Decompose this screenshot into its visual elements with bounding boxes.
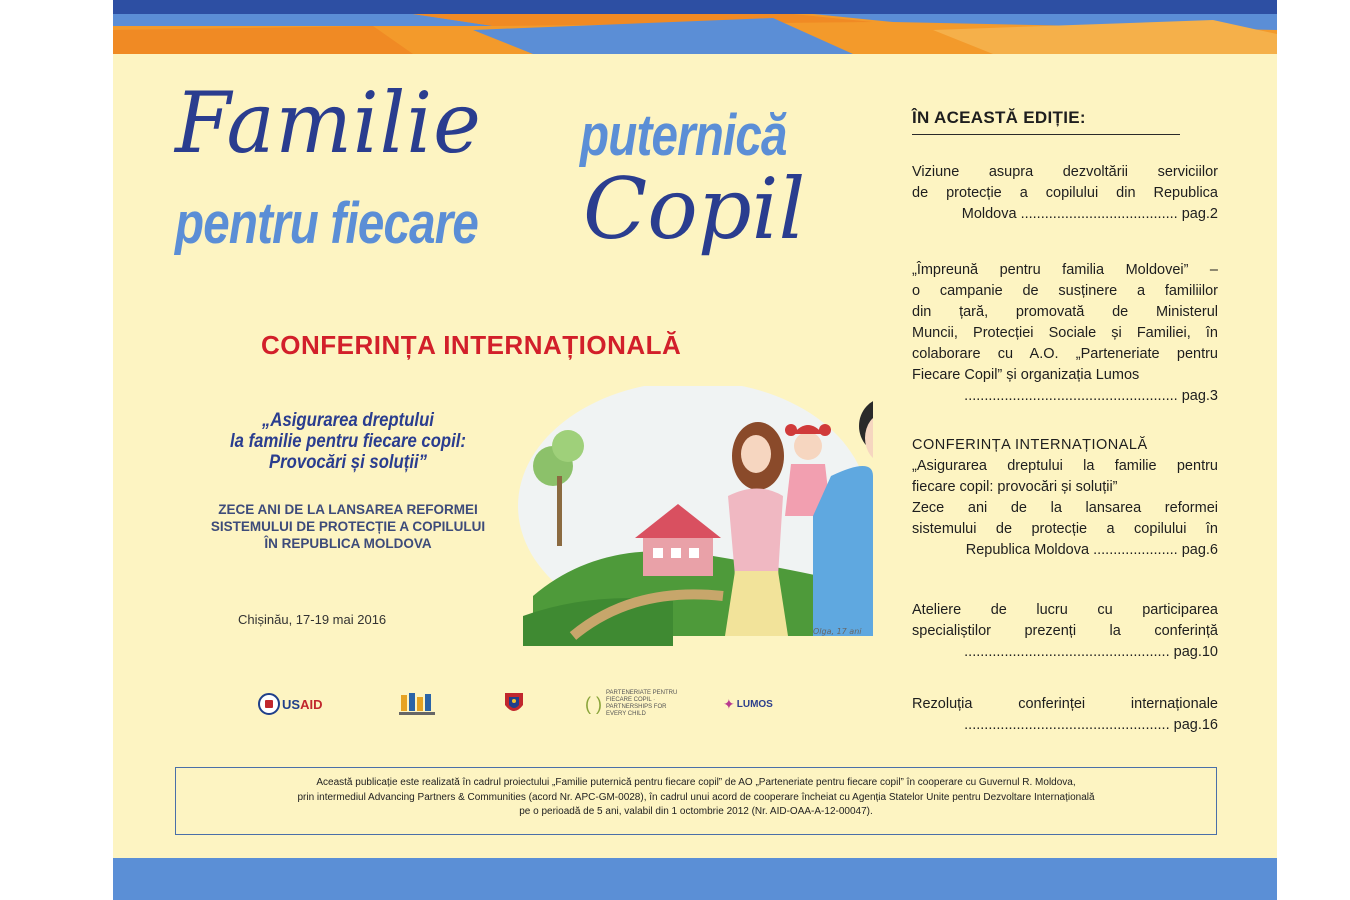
apc-icon: [399, 691, 435, 717]
toc-entry: Ateliere de lucru cu participarea specialiștilor prezenți la conferință ................................................... pag.10: [912, 602, 1218, 660]
toc-conference-heading: CONFERINȚA INTERNAȚIONALĂ: [912, 437, 1148, 453]
lumos-logo: [723, 686, 773, 722]
title-copil: Copil: [583, 160, 806, 258]
moldova-government-emblem: [503, 686, 525, 722]
disclaimer-line: prin intermediul Advancing Partners & Communities (acord Nr. APC-GM-0028), în cadrul unui acord de cooperare încheiat cu Agenția Statelor Unite pentru Dezvoltare Internațională: [297, 791, 1095, 803]
brackets-icon: ( ): [585, 693, 602, 714]
toc-heading: ÎN ACEASTĂ EDIȚIE:: [912, 108, 1180, 135]
newsletter-cover: [113, 0, 1277, 900]
table-of-contents: [912, 108, 1218, 733]
toc-entry: Rezoluția conferinței internaționale ................................................... pag.16: [912, 696, 1218, 733]
title-puternica: puternică: [580, 103, 787, 168]
partner-logos: [253, 686, 773, 726]
toc-entry: Viziune asupra dezvoltării serviciilor de protecție a copilului din Republica Moldova ....................................... pag.2: [912, 164, 1218, 222]
apc-logo: [399, 686, 435, 722]
funding-disclaimer: [175, 767, 1217, 835]
lumos-star-icon: ✦: [723, 695, 735, 712]
quote-line: „Asigurarea dreptului: [262, 410, 434, 431]
partnerships-every-child-logo: [585, 686, 686, 722]
bottom-decorative-band: [113, 858, 1277, 900]
conference-heading: CONFERINȚA INTERNAȚIONALĂ: [261, 330, 682, 360]
usaid-seal-icon: [258, 693, 280, 715]
usaid-logo-aid: AID: [300, 696, 323, 712]
disclaimer-line: Această publicație este realizată în cadrul proiectului „Familie puternică pentru fiecare copil” de AO „Parteneriate pentru fiecare copil” în cooperare cu Guvernul R. Moldova,: [316, 777, 1076, 788]
usaid-logo-us: US: [282, 696, 301, 712]
subtitle-line: ZECE ANI DE LA LANSAREA REFORMEI: [218, 502, 478, 517]
quote-line: la familie pentru fiecare copil:: [229, 431, 467, 452]
subtitle-line: ÎN REPUBLICA MOLDOVA: [264, 536, 432, 551]
partnerships-logo-text: PARTENERIATE PENTRU FIECARE COPIL · PARTNERSHIPS FOR EVERY CHILD: [606, 690, 678, 717]
drawing-signature: Olga, 17 ani: [813, 627, 862, 636]
conference-subtitle: [143, 501, 553, 552]
title-pentru-fiecare: pentru fiecare: [175, 191, 479, 256]
coat-of-arms-icon: [503, 689, 525, 719]
toc-entry: CONFERINȚA INTERNAȚIONALĂ „Asigurarea dreptului la familie pentru fiecare copil: provocări și soluții” Zece ani de la lansarea reformei sistemului de protecție a copilului în Republica Moldova ..................... pag.6: [912, 434, 1218, 561]
title-familie: Familie: [175, 74, 482, 172]
usaid-logo: [258, 686, 322, 722]
masthead-title: [113, 0, 1277, 300]
toc-entry: „Împreună pentru familia Moldovei” – o campanie de susținere a familiilor din țară, promovată de Ministerul Muncii, Protecției Sociale și Familiei, în colaborare cu A.O. „Parteneriate pentru Fiecare Copil” și organizația Lumos ..................................................... pag.3: [912, 262, 1218, 404]
family-drawing-image: [513, 386, 873, 646]
conference-quote: [168, 410, 529, 473]
disclaimer-line: pe o perioadă de 5 ani, valabil din 1 octombrie 2012 (Nr. AID-OAA-A-12-00047).: [519, 806, 873, 817]
subtitle-line: SISTEMULUI DE PROTECȚIE A COPILULUI: [210, 519, 486, 534]
lumos-logo-text: LUMOS: [736, 698, 773, 710]
place-date: Chișinău, 17-19 mai 2016: [238, 612, 387, 627]
quote-line: Provocări și soluții”: [269, 452, 427, 473]
